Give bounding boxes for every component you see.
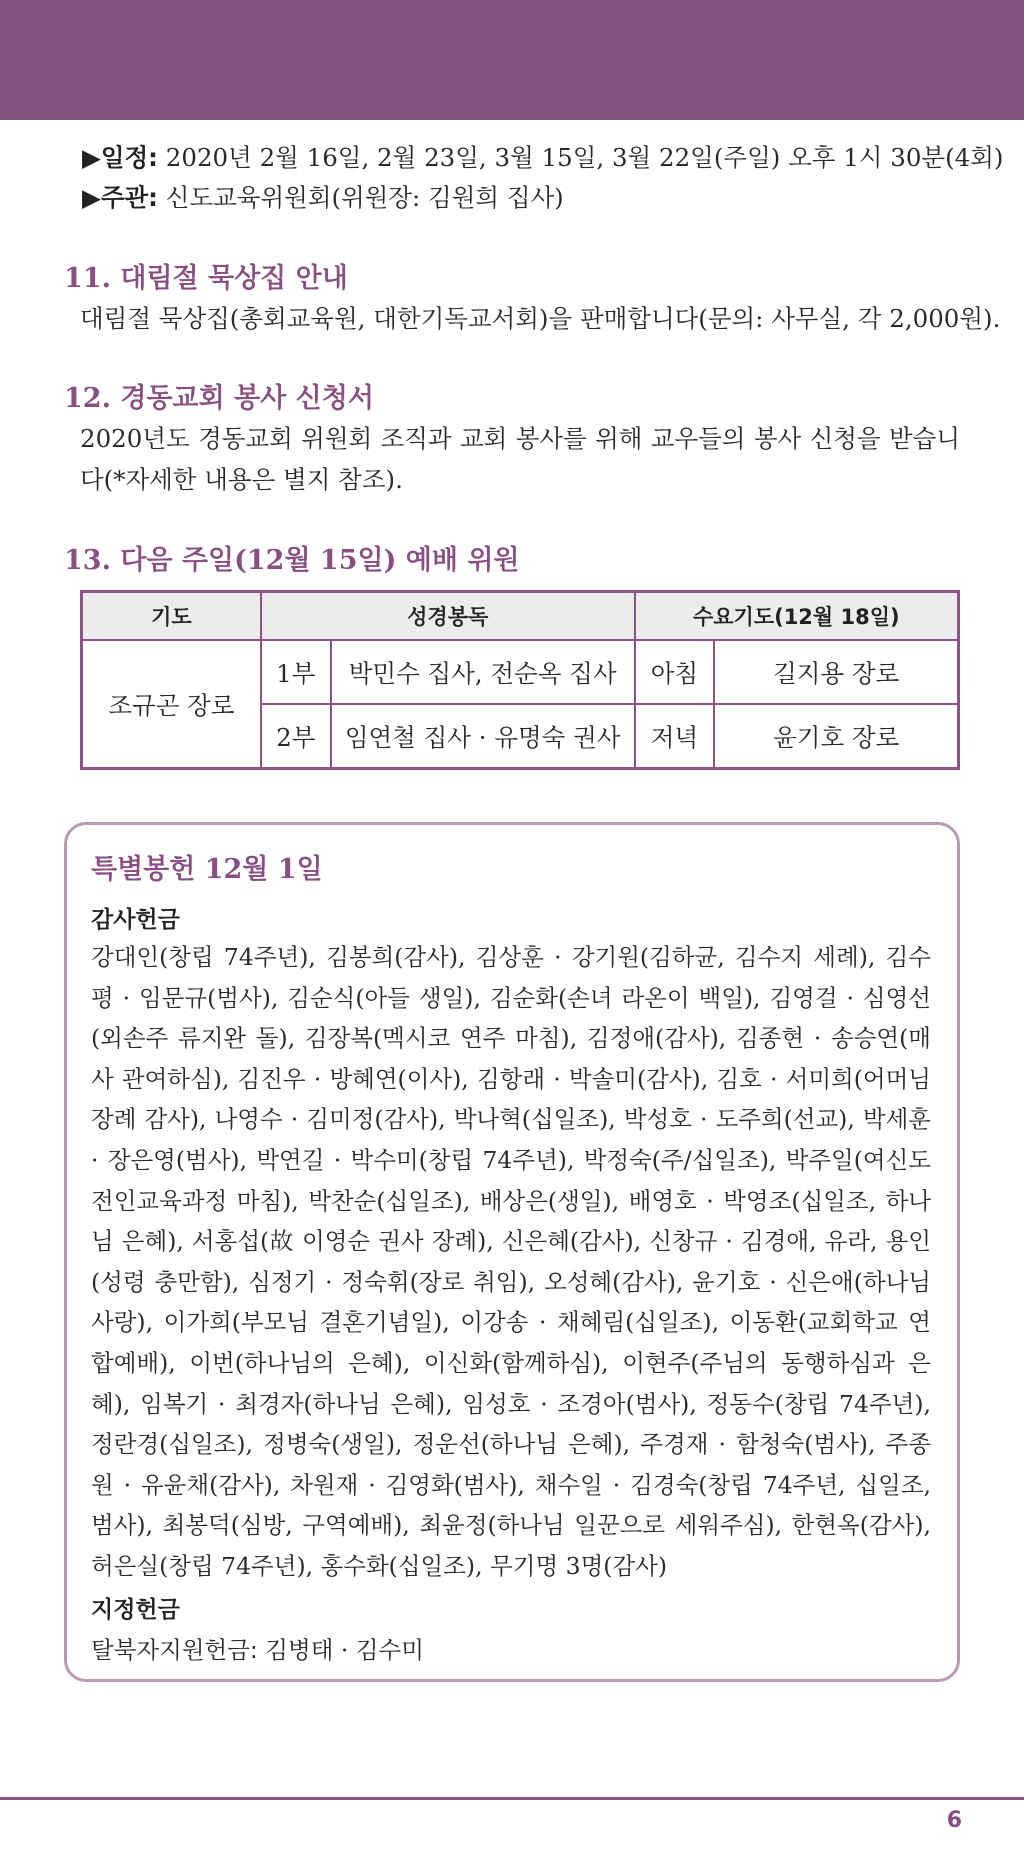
schedule-date-line <box>82 138 1004 178</box>
section-12-body: 2020년도 경동교회 위원회 조직과 교회 봉사를 위해 교우들의 봉사 신청을 받습니다(*자세한 내용은 별지 참조). <box>80 424 960 494</box>
prayer-time: 아침 <box>635 640 715 704</box>
schedule-host-label: ▶주관: <box>82 183 158 212</box>
designated-offering-line <box>91 1631 424 1665</box>
section-12-title: 12. 경동교회 봉사 신청서 <box>64 383 374 414</box>
wednesday-leader: 윤기호 장로 <box>714 704 958 769</box>
thanks-offering-label: 감사헌금 <box>91 907 180 933</box>
roster-header-row <box>82 592 959 641</box>
page-number: 6 <box>946 1808 962 1833</box>
section-11-body: 대림절 묵상집(총회교육원, 대한기독교서회)을 판매합니다(문의: 사무실, 각 2,000원). <box>80 304 1001 333</box>
prayer-time: 저녁 <box>635 704 715 769</box>
schedule-date-label: ▶일정: <box>82 143 158 172</box>
schedule-host-value: 신도교육위원회(위원장: 김원희 집사) <box>157 183 564 212</box>
designated-offering-value: 김병태 · 김수미 <box>257 1636 424 1664</box>
special-offering-box <box>64 822 960 1682</box>
scripture-readers: 박민수 집사, 전순옥 집사 <box>331 640 635 704</box>
scripture-readers: 임연철 집사 · 유명숙 권사 <box>331 704 635 769</box>
prayer-leader: 조규곤 장로 <box>82 640 261 769</box>
thanks-offering-list: 강대인(창립 74주년), 김봉희(감사), 김상훈 · 강기원(김하균, 김수지 세례), 김수평 · 임문규(범사), 김순식(아들 생일), 김순화(손녀 라온이 백일), 김영걸 · 심영선(외손주 류지완 돌), 김장복(멕시코 연주 마침), 김정애(감사), 김종현 · 송승연(매사 관여하심), 김진우 · 방혜연(이사), 김항래 · 박솔미(감사), 김호 · 서미희(어머님 장례 감사), 나영수 · 김미정(감사), 박나혁(십일조), 박성호 · 도주희(선교), 박세훈 · 장은영(범사), 박연길 · 박수미(창립 74주년), 박정숙(주/십일조), 박주일(여신도 전인교육과정 마침), 박찬순(십일조), 배상은(생일), 배영호 · 박영조(십일조, 하나님 은혜), 서홍섭(故 이영순 권사 장례), 신은혜(감사), 신창규 · 김경애, 유라, 용인(성령 충만함), 심정기 · 정숙휘(장로 취임), 오성혜(감사), 윤기호 · 신은애(하나님 사랑), 이가희(부모님 결혼기념일), 이강송 · 채혜림(십일조), 이동환(교회학교 연합예배), 이번(하나님의 은혜), 이신화(함께하심), 이현주(주님의 동행하심과 은혜), 임복기 · 최경자(하나님 은혜), 임성호 · 조경아(범사), 정동수(창립 74주년), 정란경(십일조), 정병숙(생일), 정운선(하나님 은혜), 주경재 · 함청숙(범사), 주종원 · 유윤채(감사), 차원재 · 김영화(범사), 채수일 · 김경숙(창립 74주년, 십일조, 범사), 최봉덕(심방, 구역예배), 최윤정(하나님 일꾼으로 세워주심), 한현옥(감사), 허은실(창립 74주년), 홍수화(십일조), 무기명 3명(감사) <box>91 943 931 1580</box>
table-row <box>82 640 959 704</box>
worship-roster-table <box>80 590 960 770</box>
section-11-title: 11. 대림절 묵상집 안내 <box>64 263 348 294</box>
schedule-block <box>82 138 1004 218</box>
service-label: 2부 <box>261 704 331 769</box>
service-label: 1부 <box>261 640 331 704</box>
designated-offering-key: 탈북자지원헌금: <box>91 1636 258 1664</box>
wednesday-leader: 길지용 장로 <box>714 640 958 704</box>
footer-rule <box>0 1797 1024 1800</box>
header-prayer: 기도 <box>82 592 261 641</box>
schedule-date-value: 2020년 2월 16일, 2월 23일, 3월 15일, 3월 22일(주일) 오후 1시 30분(4회) <box>157 143 1004 172</box>
offering-title: 특별봉헌 12월 1일 <box>91 854 323 885</box>
header-band <box>0 0 1024 120</box>
schedule-host-line <box>82 178 982 218</box>
section-13-title: 13. 다음 주일(12월 15일) 예배 위원 <box>64 545 520 576</box>
header-scripture: 성경봉독 <box>261 592 635 641</box>
header-wednesday-prayer: 수요기도(12월 18일) <box>635 592 959 641</box>
designated-offering-label: 지정헌금 <box>91 1597 180 1623</box>
